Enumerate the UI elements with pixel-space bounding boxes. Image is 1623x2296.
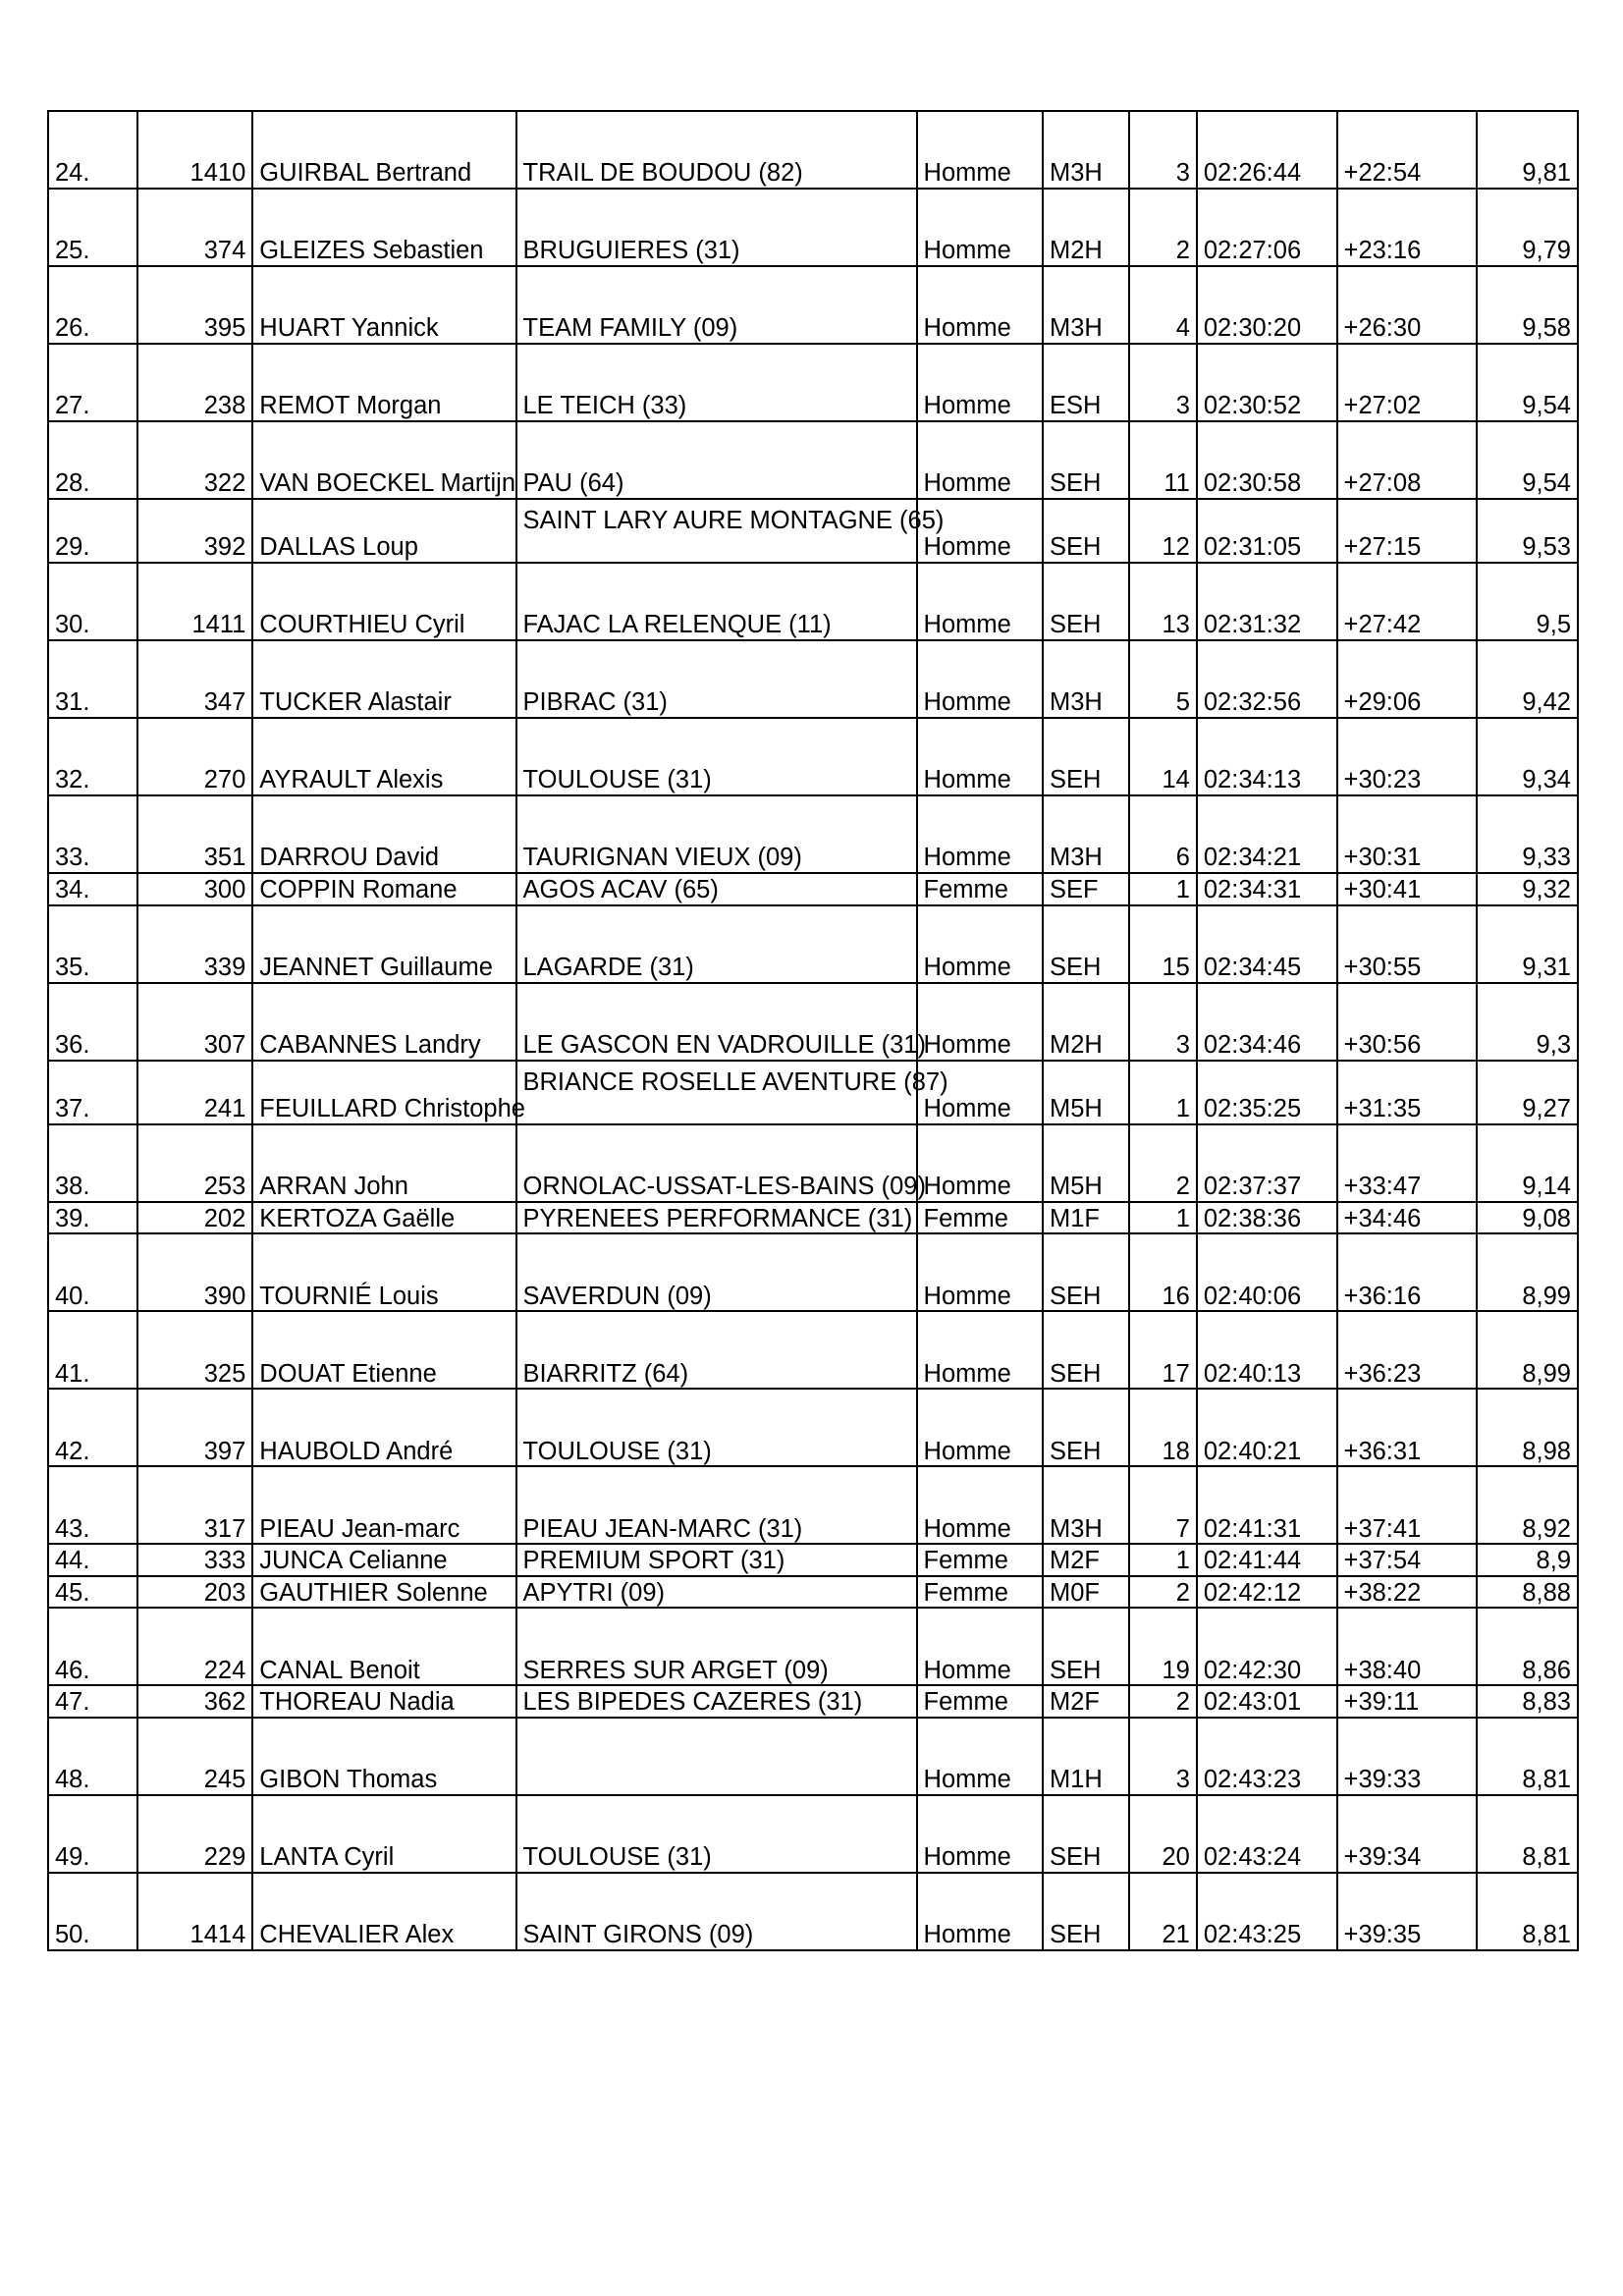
table-row (48, 1202, 1578, 1234)
cell-speed: 8,83 (1477, 1685, 1578, 1718)
cell-speed: 9,14 (1477, 1124, 1578, 1202)
cell-rank: 45. (48, 1576, 137, 1609)
table-row (48, 905, 1578, 983)
table-row (48, 1061, 1578, 1124)
cell-category-rank: 3 (1129, 111, 1196, 189)
cell-category: M1F (1043, 1202, 1129, 1234)
cell-time: 02:30:20 (1197, 266, 1337, 344)
cell-speed: 8,98 (1477, 1389, 1578, 1466)
cell-time: 02:41:44 (1197, 1544, 1337, 1576)
cell-time: 02:37:37 (1197, 1124, 1337, 1202)
cell-gap: +37:41 (1337, 1466, 1478, 1544)
table-row (48, 344, 1578, 421)
cell-bib: 1410 (137, 111, 252, 189)
cell-rank: 24. (48, 111, 137, 189)
cell-club: TOULOUSE (31) (516, 1795, 917, 1873)
cell-gap: +39:11 (1337, 1685, 1478, 1718)
cell-category: SEH (1043, 1873, 1129, 1950)
cell-category: SEH (1043, 718, 1129, 795)
cell-time: 02:30:58 (1197, 421, 1337, 499)
cell-rank: 49. (48, 1795, 137, 1873)
cell-rank: 46. (48, 1608, 137, 1685)
cell-category-rank: 1 (1129, 1061, 1196, 1124)
cell-speed: 8,88 (1477, 1576, 1578, 1609)
cell-gender: Homme (917, 1389, 1043, 1466)
cell-gender: Femme (917, 1202, 1043, 1234)
table-row (48, 795, 1578, 873)
cell-category-rank: 11 (1129, 421, 1196, 499)
table-row (48, 563, 1578, 640)
cell-speed: 9,31 (1477, 905, 1578, 983)
cell-category-rank: 5 (1129, 640, 1196, 718)
cell-gap: +31:35 (1337, 1061, 1478, 1124)
cell-gender: Homme (917, 905, 1043, 983)
cell-time: 02:40:13 (1197, 1311, 1337, 1389)
cell-bib: 307 (137, 983, 252, 1061)
cell-speed: 9,58 (1477, 266, 1578, 344)
cell-name: GIBON Thomas (252, 1718, 515, 1795)
cell-gender: Homme (917, 344, 1043, 421)
cell-gap: +38:40 (1337, 1608, 1478, 1685)
cell-category-rank: 4 (1129, 266, 1196, 344)
results-body (48, 111, 1578, 1950)
cell-club: SERRES SUR ARGET (09) (516, 1608, 917, 1685)
cell-category: ESH (1043, 344, 1129, 421)
cell-rank: 29. (48, 499, 137, 563)
cell-bib: 392 (137, 499, 252, 563)
cell-club: TAURIGNAN VIEUX (09) (516, 795, 917, 873)
cell-gap: +26:30 (1337, 266, 1478, 344)
cell-gender: Femme (917, 873, 1043, 905)
cell-gender: Homme (917, 189, 1043, 266)
cell-rank: 37. (48, 1061, 137, 1124)
cell-category: M3H (1043, 640, 1129, 718)
cell-time: 02:43:23 (1197, 1718, 1337, 1795)
cell-gap: +36:23 (1337, 1311, 1478, 1389)
cell-category-rank: 7 (1129, 1466, 1196, 1544)
cell-rank: 42. (48, 1389, 137, 1466)
cell-time: 02:26:44 (1197, 111, 1337, 189)
cell-category: SEH (1043, 1233, 1129, 1311)
cell-club: PYRENEES PERFORMANCE (31) (516, 1202, 917, 1234)
cell-category: M0F (1043, 1576, 1129, 1609)
cell-time: 02:42:30 (1197, 1608, 1337, 1685)
cell-bib: 362 (137, 1685, 252, 1718)
cell-rank: 31. (48, 640, 137, 718)
cell-time: 02:40:06 (1197, 1233, 1337, 1311)
cell-time: 02:43:24 (1197, 1795, 1337, 1873)
cell-gap: +27:42 (1337, 563, 1478, 640)
table-row (48, 1608, 1578, 1685)
cell-bib: 395 (137, 266, 252, 344)
cell-time: 02:35:25 (1197, 1061, 1337, 1124)
cell-category-rank: 15 (1129, 905, 1196, 983)
cell-gap: +23:16 (1337, 189, 1478, 266)
cell-category: SEH (1043, 499, 1129, 563)
cell-bib: 229 (137, 1795, 252, 1873)
cell-rank: 41. (48, 1311, 137, 1389)
cell-gender: Femme (917, 1576, 1043, 1609)
cell-category: M2F (1043, 1685, 1129, 1718)
cell-speed: 9,32 (1477, 873, 1578, 905)
cell-rank: 25. (48, 189, 137, 266)
cell-gap: +30:23 (1337, 718, 1478, 795)
cell-speed: 9,33 (1477, 795, 1578, 873)
cell-name: FEUILLARD Christophe (252, 1061, 515, 1124)
cell-speed: 8,81 (1477, 1795, 1578, 1873)
cell-gap: +39:33 (1337, 1718, 1478, 1795)
cell-category: SEH (1043, 1608, 1129, 1685)
cell-club: TEAM FAMILY (09) (516, 266, 917, 344)
cell-name: DOUAT Etienne (252, 1311, 515, 1389)
cell-club: PREMIUM SPORT (31) (516, 1544, 917, 1576)
cell-category: SEH (1043, 1389, 1129, 1466)
cell-speed: 9,81 (1477, 111, 1578, 189)
cell-time: 02:31:32 (1197, 563, 1337, 640)
table-row (48, 1233, 1578, 1311)
cell-name: HAUBOLD André (252, 1389, 515, 1466)
cell-speed: 8,81 (1477, 1718, 1578, 1795)
cell-speed: 9,27 (1477, 1061, 1578, 1124)
cell-category: SEH (1043, 421, 1129, 499)
cell-speed: 8,81 (1477, 1873, 1578, 1950)
cell-category-rank: 14 (1129, 718, 1196, 795)
cell-category-rank: 3 (1129, 1718, 1196, 1795)
cell-name: CANAL Benoit (252, 1608, 515, 1685)
cell-name: PIEAU Jean-marc (252, 1466, 515, 1544)
cell-gender: Homme (917, 1873, 1043, 1950)
cell-name: DARROU David (252, 795, 515, 873)
table-row (48, 266, 1578, 344)
table-row (48, 1311, 1578, 1389)
cell-gender: Homme (917, 1233, 1043, 1311)
cell-bib: 270 (137, 718, 252, 795)
cell-gap: +34:46 (1337, 1202, 1478, 1234)
cell-gender: Homme (917, 1124, 1043, 1202)
cell-name: ARRAN John (252, 1124, 515, 1202)
cell-bib: 397 (137, 1389, 252, 1466)
cell-category-rank: 1 (1129, 1544, 1196, 1576)
cell-speed: 9,3 (1477, 983, 1578, 1061)
table-row (48, 1718, 1578, 1795)
cell-bib: 333 (137, 1544, 252, 1576)
cell-speed: 9,5 (1477, 563, 1578, 640)
cell-speed: 8,9 (1477, 1544, 1578, 1576)
cell-category: M2H (1043, 983, 1129, 1061)
cell-time: 02:27:06 (1197, 189, 1337, 266)
cell-gap: +38:22 (1337, 1576, 1478, 1609)
cell-gender: Homme (917, 1608, 1043, 1685)
cell-name: LANTA Cyril (252, 1795, 515, 1873)
cell-gender: Homme (917, 795, 1043, 873)
cell-rank: 33. (48, 795, 137, 873)
cell-category: SEH (1043, 1311, 1129, 1389)
cell-time: 02:34:46 (1197, 983, 1337, 1061)
cell-gender: Homme (917, 1061, 1043, 1124)
cell-time: 02:30:52 (1197, 344, 1337, 421)
cell-gender: Homme (917, 111, 1043, 189)
cell-category: M3H (1043, 111, 1129, 189)
table-row (48, 189, 1578, 266)
cell-club: LE GASCON EN VADROUILLE (31) (516, 983, 917, 1061)
cell-gender: Homme (917, 640, 1043, 718)
cell-category: SEH (1043, 1795, 1129, 1873)
cell-gap: +22:54 (1337, 111, 1478, 189)
cell-gap: +30:56 (1337, 983, 1478, 1061)
cell-club: PIBRAC (31) (516, 640, 917, 718)
cell-rank: 40. (48, 1233, 137, 1311)
cell-speed: 8,99 (1477, 1311, 1578, 1389)
cell-club: BIARRITZ (64) (516, 1311, 917, 1389)
cell-time: 02:40:21 (1197, 1389, 1337, 1466)
cell-speed: 9,54 (1477, 344, 1578, 421)
table-row (48, 1873, 1578, 1950)
cell-bib: 322 (137, 421, 252, 499)
table-row (48, 499, 1578, 563)
cell-bib: 325 (137, 1311, 252, 1389)
cell-category-rank: 20 (1129, 1795, 1196, 1873)
cell-name: JUNCA Celianne (252, 1544, 515, 1576)
cell-rank: 27. (48, 344, 137, 421)
cell-speed: 9,54 (1477, 421, 1578, 499)
cell-name: TUCKER Alastair (252, 640, 515, 718)
cell-time: 02:31:05 (1197, 499, 1337, 563)
cell-category: M5H (1043, 1124, 1129, 1202)
cell-category-rank: 16 (1129, 1233, 1196, 1311)
cell-gap: +36:31 (1337, 1389, 1478, 1466)
cell-time: 02:34:45 (1197, 905, 1337, 983)
cell-category-rank: 19 (1129, 1608, 1196, 1685)
cell-gender: Homme (917, 563, 1043, 640)
cell-time: 02:34:31 (1197, 873, 1337, 905)
cell-time: 02:43:25 (1197, 1873, 1337, 1950)
cell-rank: 43. (48, 1466, 137, 1544)
cell-gender: Homme (917, 983, 1043, 1061)
cell-speed: 9,34 (1477, 718, 1578, 795)
cell-name: CABANNES Landry (252, 983, 515, 1061)
cell-name: KERTOZA Gaëlle (252, 1202, 515, 1234)
cell-rank: 35. (48, 905, 137, 983)
cell-speed: 9,42 (1477, 640, 1578, 718)
cell-category: M5H (1043, 1061, 1129, 1124)
table-row (48, 421, 1578, 499)
cell-speed: 8,86 (1477, 1608, 1578, 1685)
cell-gap: +29:06 (1337, 640, 1478, 718)
cell-rank: 28. (48, 421, 137, 499)
cell-bib: 245 (137, 1718, 252, 1795)
cell-category-rank: 2 (1129, 1685, 1196, 1718)
cell-gender: Femme (917, 1685, 1043, 1718)
cell-bib: 339 (137, 905, 252, 983)
cell-time: 02:34:21 (1197, 795, 1337, 873)
cell-bib: 374 (137, 189, 252, 266)
cell-gap: +27:02 (1337, 344, 1478, 421)
table-row (48, 1685, 1578, 1718)
cell-bib: 347 (137, 640, 252, 718)
cell-rank: 32. (48, 718, 137, 795)
cell-club: TOULOUSE (31) (516, 1389, 917, 1466)
cell-club: LE TEICH (33) (516, 344, 917, 421)
cell-category-rank: 21 (1129, 1873, 1196, 1950)
cell-bib: 238 (137, 344, 252, 421)
cell-gap: +30:41 (1337, 873, 1478, 905)
cell-time: 02:43:01 (1197, 1685, 1337, 1718)
cell-rank: 26. (48, 266, 137, 344)
cell-club: SAINT GIRONS (09) (516, 1873, 917, 1950)
cell-name: COURTHIEU Cyril (252, 563, 515, 640)
cell-club: ORNOLAC-USSAT-LES-BAINS (09) (516, 1124, 917, 1202)
cell-category: M1H (1043, 1718, 1129, 1795)
cell-name: AYRAULT Alexis (252, 718, 515, 795)
cell-category-rank: 6 (1129, 795, 1196, 873)
cell-bib: 390 (137, 1233, 252, 1311)
cell-gender: Homme (917, 421, 1043, 499)
cell-category-rank: 2 (1129, 1124, 1196, 1202)
cell-speed: 8,99 (1477, 1233, 1578, 1311)
cell-bib: 241 (137, 1061, 252, 1124)
cell-club: TRAIL DE BOUDOU (82) (516, 111, 917, 189)
table-row (48, 983, 1578, 1061)
cell-time: 02:38:36 (1197, 1202, 1337, 1234)
cell-name: DALLAS Loup (252, 499, 515, 563)
table-row (48, 1124, 1578, 1202)
cell-club: AGOS ACAV (65) (516, 873, 917, 905)
cell-club: FAJAC LA RELENQUE (11) (516, 563, 917, 640)
cell-gap: +27:15 (1337, 499, 1478, 563)
cell-name: REMOT Morgan (252, 344, 515, 421)
cell-gap: +33:47 (1337, 1124, 1478, 1202)
table-row (48, 1389, 1578, 1466)
cell-gap: +39:34 (1337, 1795, 1478, 1873)
cell-club: PAU (64) (516, 421, 917, 499)
cell-rank: 36. (48, 983, 137, 1061)
cell-gender: Homme (917, 1311, 1043, 1389)
cell-name: HUART Yannick (252, 266, 515, 344)
cell-gap: +37:54 (1337, 1544, 1478, 1576)
cell-category-rank: 1 (1129, 873, 1196, 905)
table-row (48, 1795, 1578, 1873)
cell-category-rank: 2 (1129, 1576, 1196, 1609)
table-row (48, 1466, 1578, 1544)
cell-category: M3H (1043, 1466, 1129, 1544)
cell-time: 02:34:13 (1197, 718, 1337, 795)
table-row (48, 718, 1578, 795)
cell-club: LES BIPEDES CAZERES (31) (516, 1685, 917, 1718)
cell-category-rank: 12 (1129, 499, 1196, 563)
cell-time: 02:41:31 (1197, 1466, 1337, 1544)
cell-bib: 317 (137, 1466, 252, 1544)
cell-club: SAVERDUN (09) (516, 1233, 917, 1311)
cell-club (516, 1718, 917, 1795)
cell-bib: 224 (137, 1608, 252, 1685)
cell-rank: 50. (48, 1873, 137, 1950)
cell-name: TOURNIÉ Louis (252, 1233, 515, 1311)
cell-rank: 48. (48, 1718, 137, 1795)
cell-gender: Homme (917, 718, 1043, 795)
cell-speed: 9,79 (1477, 189, 1578, 266)
cell-rank: 39. (48, 1202, 137, 1234)
cell-name: CHEVALIER Alex (252, 1873, 515, 1950)
cell-club: BRIANCE ROSELLE AVENTURE (87) (516, 1061, 917, 1124)
cell-bib: 253 (137, 1124, 252, 1202)
cell-name: GUIRBAL Bertrand (252, 111, 515, 189)
cell-gap: +30:31 (1337, 795, 1478, 873)
cell-club: SAINT LARY AURE MONTAGNE (65) (516, 499, 917, 563)
table-row (48, 640, 1578, 718)
cell-bib: 202 (137, 1202, 252, 1234)
cell-gap: +39:35 (1337, 1873, 1478, 1950)
cell-gender: Femme (917, 1544, 1043, 1576)
cell-category-rank: 13 (1129, 563, 1196, 640)
cell-name: GLEIZES Sebastien (252, 189, 515, 266)
cell-category: M3H (1043, 266, 1129, 344)
cell-category-rank: 3 (1129, 344, 1196, 421)
cell-time: 02:42:12 (1197, 1576, 1337, 1609)
table-row (48, 1544, 1578, 1576)
cell-name: JEANNET Guillaume (252, 905, 515, 983)
table-row (48, 1576, 1578, 1609)
cell-bib: 203 (137, 1576, 252, 1609)
cell-category-rank: 2 (1129, 189, 1196, 266)
cell-gender: Homme (917, 266, 1043, 344)
cell-rank: 38. (48, 1124, 137, 1202)
cell-gap: +27:08 (1337, 421, 1478, 499)
cell-category-rank: 1 (1129, 1202, 1196, 1234)
cell-gender: Homme (917, 499, 1043, 563)
cell-category: SEF (1043, 873, 1129, 905)
cell-category: M3H (1043, 795, 1129, 873)
cell-gender: Homme (917, 1795, 1043, 1873)
cell-category: M2H (1043, 189, 1129, 266)
cell-bib: 1414 (137, 1873, 252, 1950)
cell-name: GAUTHIER Solenne (252, 1576, 515, 1609)
race-results-table (47, 110, 1579, 1951)
cell-name: VAN BOECKEL Martijn (252, 421, 515, 499)
cell-gender: Homme (917, 1718, 1043, 1795)
cell-rank: 47. (48, 1685, 137, 1718)
cell-bib: 300 (137, 873, 252, 905)
cell-category: SEH (1043, 563, 1129, 640)
table-row (48, 873, 1578, 905)
cell-club: LAGARDE (31) (516, 905, 917, 983)
cell-rank: 34. (48, 873, 137, 905)
cell-category-rank: 3 (1129, 983, 1196, 1061)
cell-bib: 351 (137, 795, 252, 873)
cell-category: SEH (1043, 905, 1129, 983)
cell-gap: +30:55 (1337, 905, 1478, 983)
cell-club: TOULOUSE (31) (516, 718, 917, 795)
cell-name: THOREAU Nadia (252, 1685, 515, 1718)
cell-name: COPPIN Romane (252, 873, 515, 905)
cell-gender: Homme (917, 1466, 1043, 1544)
cell-category-rank: 18 (1129, 1389, 1196, 1466)
cell-time: 02:32:56 (1197, 640, 1337, 718)
cell-rank: 30. (48, 563, 137, 640)
cell-speed: 8,92 (1477, 1466, 1578, 1544)
cell-category: M2F (1043, 1544, 1129, 1576)
cell-category-rank: 17 (1129, 1311, 1196, 1389)
table-row (48, 111, 1578, 189)
cell-gap: +36:16 (1337, 1233, 1478, 1311)
cell-club: PIEAU JEAN-MARC (31) (516, 1466, 917, 1544)
cell-club: APYTRI (09) (516, 1576, 917, 1609)
cell-bib: 1411 (137, 563, 252, 640)
cell-speed: 9,08 (1477, 1202, 1578, 1234)
cell-speed: 9,53 (1477, 499, 1578, 563)
cell-rank: 44. (48, 1544, 137, 1576)
cell-club: BRUGUIERES (31) (516, 189, 917, 266)
